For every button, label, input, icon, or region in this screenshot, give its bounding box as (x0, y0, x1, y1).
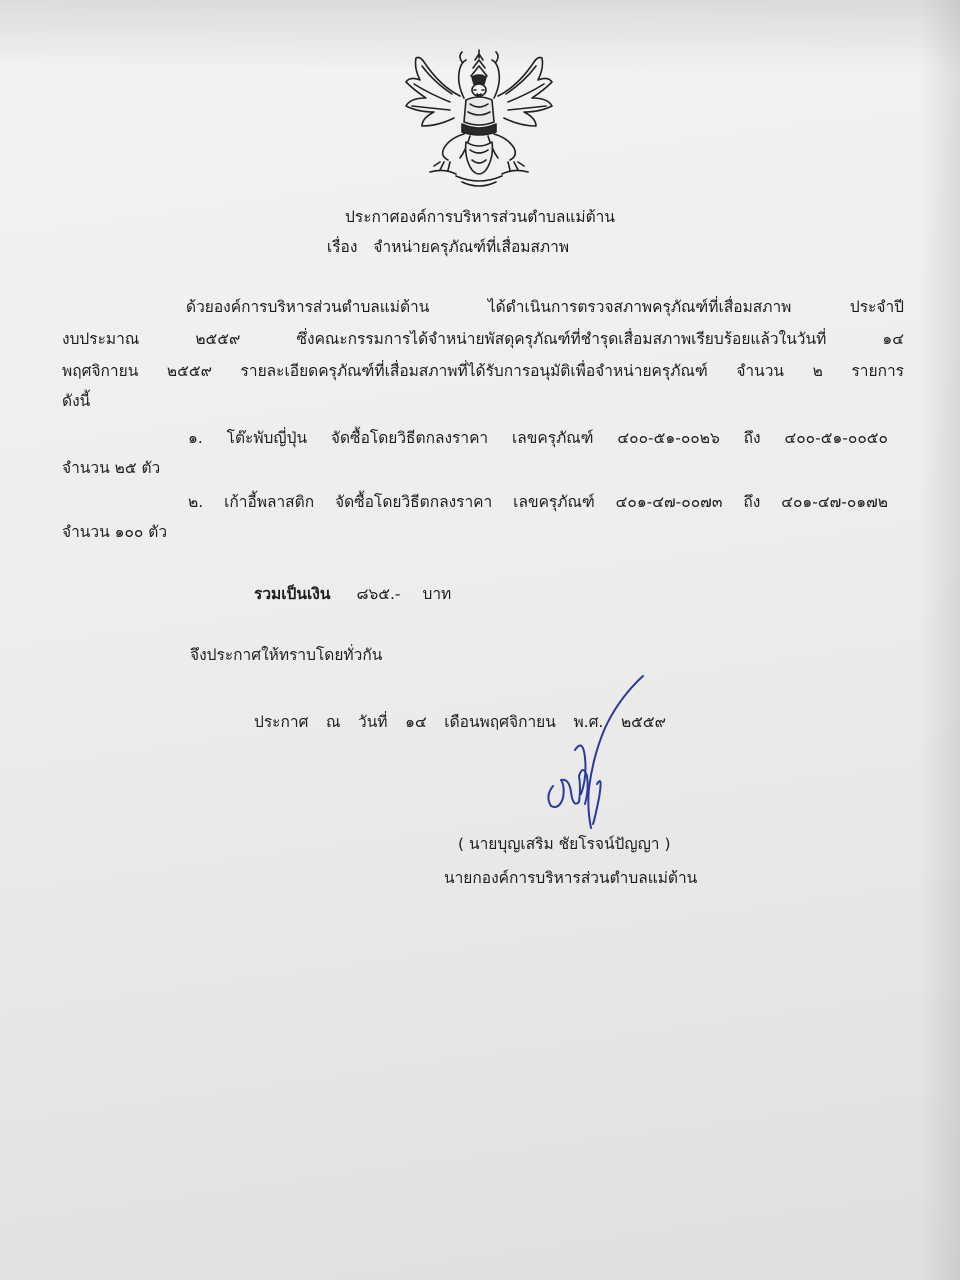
signer-name: ( นายบุญเสริม ชัยโรจน์ปัญญา ) (458, 835, 671, 853)
list-item-2: ๒. เก้าอี้พลาสติก จัดซื้อโดยวิธีตกลงราคา เลขครุภัณฑ์ ๔๐๑-๔๗-๐๐๗๓ ถึง ๔๐๑-๔๗-๐๑๗๒ (188, 493, 888, 511)
list-item-1: ๑. โต๊ะพับญี่ปุ่น จัดซื้อโดยวิธีตกลงราคา เลขครุภัณฑ์ ๔๐๐-๕๑-๐๐๒๖ ถึง ๔๐๐-๕๑-๐๐๕๐ (188, 429, 888, 447)
garuda-emblem-icon (400, 46, 558, 192)
page-shadow-right (920, 0, 960, 1280)
subject-label: เรื่อง (326, 238, 358, 256)
body-line-4: ดังนี้ (62, 392, 91, 410)
subject-text: จำหน่ายครุภัณฑ์ที่เสื่อมสภาพ (373, 238, 570, 256)
total-amount: ๘๖๕.- (356, 585, 401, 603)
signer-position: นายกองค์การบริหารส่วนตำบลแม่ต้าน (444, 869, 698, 887)
body-line-2: งบประมาณ ๒๕๕๙ ซึ่งคณะกรรมการได้จำหน่ายพัสดุครุภัณฑ์ที่ชำรุดเสื่อมสภาพเรียบร้อยแล้วในวันที่ ๑๔ (62, 330, 904, 348)
body-line-3: พฤศจิกายน ๒๕๕๙ รายละเอียดครุภัณฑ์ที่เสื่อมสภาพที่ได้รับการอนุมัติเพื่อจำหน่ายครุภัณฑ์ จำนวน ๒ รายการ (62, 362, 904, 380)
announcement-date: ประกาศ ณ วันที่ ๑๔ เดือนพฤศจิกายน พ.ศ. ๒๕๕๙ (254, 713, 666, 731)
handwritten-signature (535, 668, 655, 838)
announcement-title: ประกาศองค์การบริหารส่วนตำบลแม่ต้าน (345, 208, 615, 226)
total-unit: บาท (422, 585, 452, 603)
list-item-2-quantity: จำนวน ๑๐๐ ตัว (62, 523, 168, 541)
body-line-1: ด้วยองค์การบริหารส่วนตำบลแม่ต้าน ได้ดำเนินการตรวจสภาพครุภัณฑ์ที่เสื่อมสภาพ ประจำปี (186, 298, 904, 316)
list-item-1-quantity: จำนวน ๒๕ ตัว (62, 459, 161, 477)
total-label: รวมเป็นเงิน (254, 585, 331, 603)
announcement-subject (0, 234, 928, 259)
closing-statement: จึงประกาศให้ทราบโดยทั่วกัน (190, 646, 383, 664)
total-line (254, 578, 451, 610)
